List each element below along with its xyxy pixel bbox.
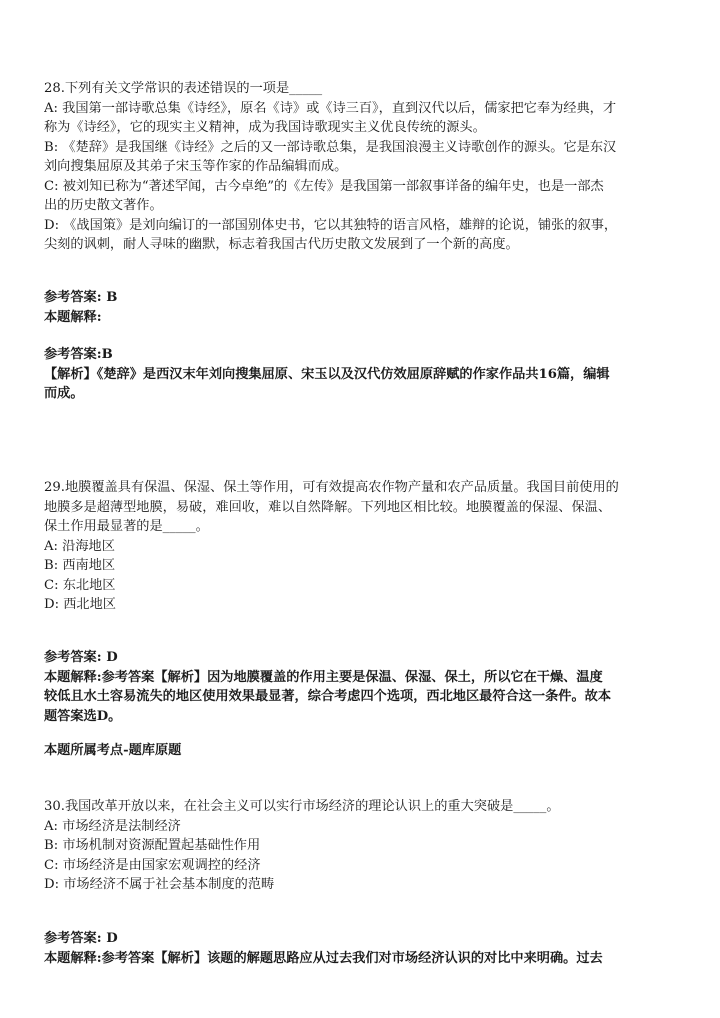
- question-29-stem-3: 保土作用最显著的是_____。: [44, 519, 209, 534]
- question-28: [44, 79, 678, 255]
- question-28-option-c: C: 被刘知已称为“著述罕闻，古今卓绝”的《左传》是我国第一部叙事详备的编年史，也是一部杰: [44, 178, 604, 194]
- question-30-answer-block: [44, 929, 678, 968]
- question-28-option-b-cont: 刘向搜集屈原及其弟子宋玉等作家的作品编辑而成。: [44, 159, 348, 174]
- question-29-answer: 参考答案: D: [44, 650, 118, 665]
- question-29-option-b: B: 西南地区: [44, 558, 116, 573]
- question-29-option-c: C: 东北地区: [44, 577, 116, 593]
- question-28-answer-block: [44, 288, 678, 327]
- question-30-answer: 参考答案: D: [44, 931, 118, 946]
- question-29-explain-line-1: 本题解释:参考答案【解析】因为地膜覆盖的作用主要是保温、保湿、保土，所以它在干燥、温度: [44, 669, 603, 685]
- question-30-option-b: B: 市场机制对资源配置起基础性作用: [44, 838, 261, 853]
- question-28-option-c-cont: 出的历史散文著作。: [44, 198, 163, 213]
- question-30-option-c: C: 市场经济是由国家宏观调控的经济: [44, 857, 261, 873]
- question-29-option-d: D: 西北地区: [44, 597, 116, 612]
- question-28-option-d-cont: 尖刻的讽刺，耐人寻味的幽默，标志着我国古代历史散文发展到了一个新的高度。: [44, 237, 519, 252]
- question-29-explain-line-2: 较低且水土容易流失的地区使用效果最显著，综合考虑四个选项，西北地区最符合这一条件。故本: [44, 689, 612, 704]
- question-29-stem-1: 29.地膜覆盖具有保温、保湿、保土等作用，可有效提高农作物产量和农产品质量。我国目前使用的: [44, 480, 619, 495]
- question-30: [44, 797, 678, 895]
- question-28-analysis-line-2: 而成。: [44, 386, 84, 401]
- question-29-stem-2: 地膜多是超薄型地膜，易破，难回收，难以自然降解。下列地区相比较。地膜覆盖的保湿、保温、: [44, 499, 612, 515]
- question-28-explain-label: 本题解释:: [44, 309, 102, 325]
- question-29-kaodian-block: [44, 741, 678, 761]
- question-30-option-a: A: 市场经济是法制经济: [44, 818, 181, 834]
- question-29: [44, 478, 678, 615]
- question-29-option-a: A: 沿海地区: [44, 538, 115, 554]
- question-28-stem: 28.下列有关文学常识的表述错误的一项是_____: [44, 81, 323, 96]
- question-28-answer-2: 参考答案:B: [44, 347, 113, 362]
- question-28-option-a-cont: 称为《诗经》，它的现实主义精神，成为我国诗歌现实主义优良传统的源头。: [44, 120, 486, 135]
- question-28-analysis-block: [44, 345, 678, 404]
- question-29-answer-block: [44, 648, 678, 726]
- question-28-option-b: B: 《楚辞》是我国继《诗经》之后的又一部诗歌总集，是我国浪漫主义诗歌创作的源头。它是东汉: [44, 139, 617, 155]
- question-28-option-d: D: 《战国策》是刘向编订的一部国别体史书，它以其独特的语言风格，雄辩的论说，铺张的叙事，: [44, 217, 618, 233]
- question-28-option-a: A: 我国第一部诗歌总集《诗经》，原名《诗》或《诗三百》，直到汉代以后，儒家把它奉为经典，才: [44, 100, 617, 116]
- question-30-stem: 30.我国改革开放以来，在社会主义可以实行市场经济的理论认识上的重大突破是_____。: [44, 799, 560, 814]
- question-29-explain-line-3: 题答案选D。: [44, 708, 122, 724]
- question-30-explain-line-1: 本题解释:参考答案【解析】该题的解题思路应从过去我们对市场经济认识的对比中来明确。过去: [44, 950, 603, 966]
- question-29-kaodian: 本题所属考点-题库原题: [44, 743, 182, 758]
- question-28-analysis-line-1: 【解析】《楚辞》是西汉末年刘向搜集屈原、宋玉以及汉代仿效屈原辞赋的作家作品共16篇，编辑: [44, 366, 610, 382]
- question-28-answer: 参考答案: B: [44, 290, 118, 305]
- question-30-option-d: D: 市场经济不属于社会基本制度的范畴: [44, 877, 275, 892]
